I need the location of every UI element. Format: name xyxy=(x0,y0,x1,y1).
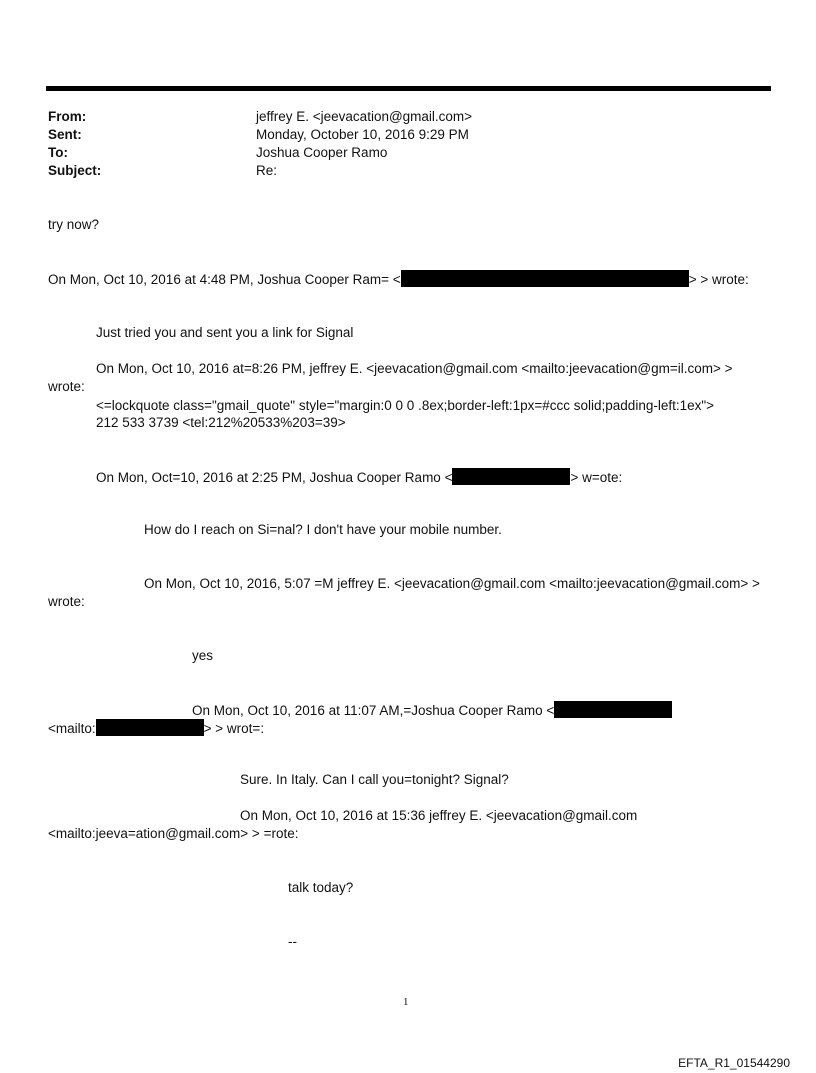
signature-separator: -- xyxy=(288,934,297,949)
quote-header-text: On Mon, Oct 10, 2016 at 4:48 PM, Joshua Cooper Ram= < xyxy=(48,272,401,287)
body-line: <=lockquote class="gmail_quote" style="margin:0 0 0 .8ex;border-left:1px=#ccc solid;padding-left:1ex"> xyxy=(96,398,715,413)
header-divider xyxy=(46,86,771,91)
body-line: Just tried you and sent you a link for Signal xyxy=(96,325,354,340)
sent-label: Sent: xyxy=(48,127,82,142)
to-label: To: xyxy=(48,145,68,160)
quote-header-tail: > > wrote: xyxy=(688,272,749,287)
quote-header-text: On Mon, Oct 10, 2016 at 11:07 AM,=Joshua Cooper Ramo < xyxy=(192,703,555,718)
from-value: jeffrey E. <jeevacation@gmail.com> xyxy=(256,109,473,124)
redaction-block xyxy=(401,270,689,287)
quote-header-tail: > w=ote: xyxy=(570,470,623,485)
body-line: talk today? xyxy=(288,880,354,895)
body-line: yes xyxy=(192,648,214,663)
quote-header-line: On Mon, Oct 10, 2016 at 15:36 jeffrey E. <jeevacation@gmail.com xyxy=(240,808,638,823)
body-line: 212 533 3739 <tel:212%20533%203=39> xyxy=(96,415,346,430)
quote-header-text: On Mon, Oct=10, 2016 at 2:25 PM, Joshua Cooper Ramo < xyxy=(96,470,453,485)
mailto-prefix: <mailto: xyxy=(48,721,96,736)
subject-value: Re: xyxy=(256,163,278,178)
document-id: EFTA_R1_01544290 xyxy=(678,1056,790,1070)
quote-header-line xyxy=(96,468,622,486)
redaction-block xyxy=(96,719,204,736)
body-line: wrote: xyxy=(48,379,85,394)
body-line: <mailto:jeeva=ation@gmail.com> > =rote: xyxy=(48,826,299,841)
quote-header-line: On Mon, Oct 10, 2016 at=8:26 PM, jeffrey E. <jeevacation@gmail.com <mailto:jeevacation@gm=il.com> > xyxy=(96,361,733,376)
quote-header-line: On Mon, Oct 10, 2016, 5:07 =M jeffrey E. <jeevacation@gmail.com <mailto:jeevacation@gmail.com> > xyxy=(144,576,760,591)
body-line: try now? xyxy=(48,217,100,232)
page-number: 1 xyxy=(403,996,409,1008)
redaction-block xyxy=(452,468,570,485)
mailto-tail: > > wrot=: xyxy=(203,721,265,736)
quote-header-line xyxy=(48,270,749,288)
redaction-block xyxy=(554,701,672,718)
sent-value: Monday, October 10, 2016 9:29 PM xyxy=(256,127,469,142)
to-value: Joshua Cooper Ramo xyxy=(256,145,388,160)
body-line: How do I reach on Si=nal? I don't have your mobile number. xyxy=(144,522,502,537)
body-line: wrote: xyxy=(48,594,85,609)
body-line: Sure. In Italy. Can I call you=tonight? Signal? xyxy=(240,772,509,787)
subject-label: Subject: xyxy=(48,163,102,178)
body-line xyxy=(48,719,264,737)
from-label: From: xyxy=(48,109,87,124)
quote-header-line xyxy=(192,701,672,719)
